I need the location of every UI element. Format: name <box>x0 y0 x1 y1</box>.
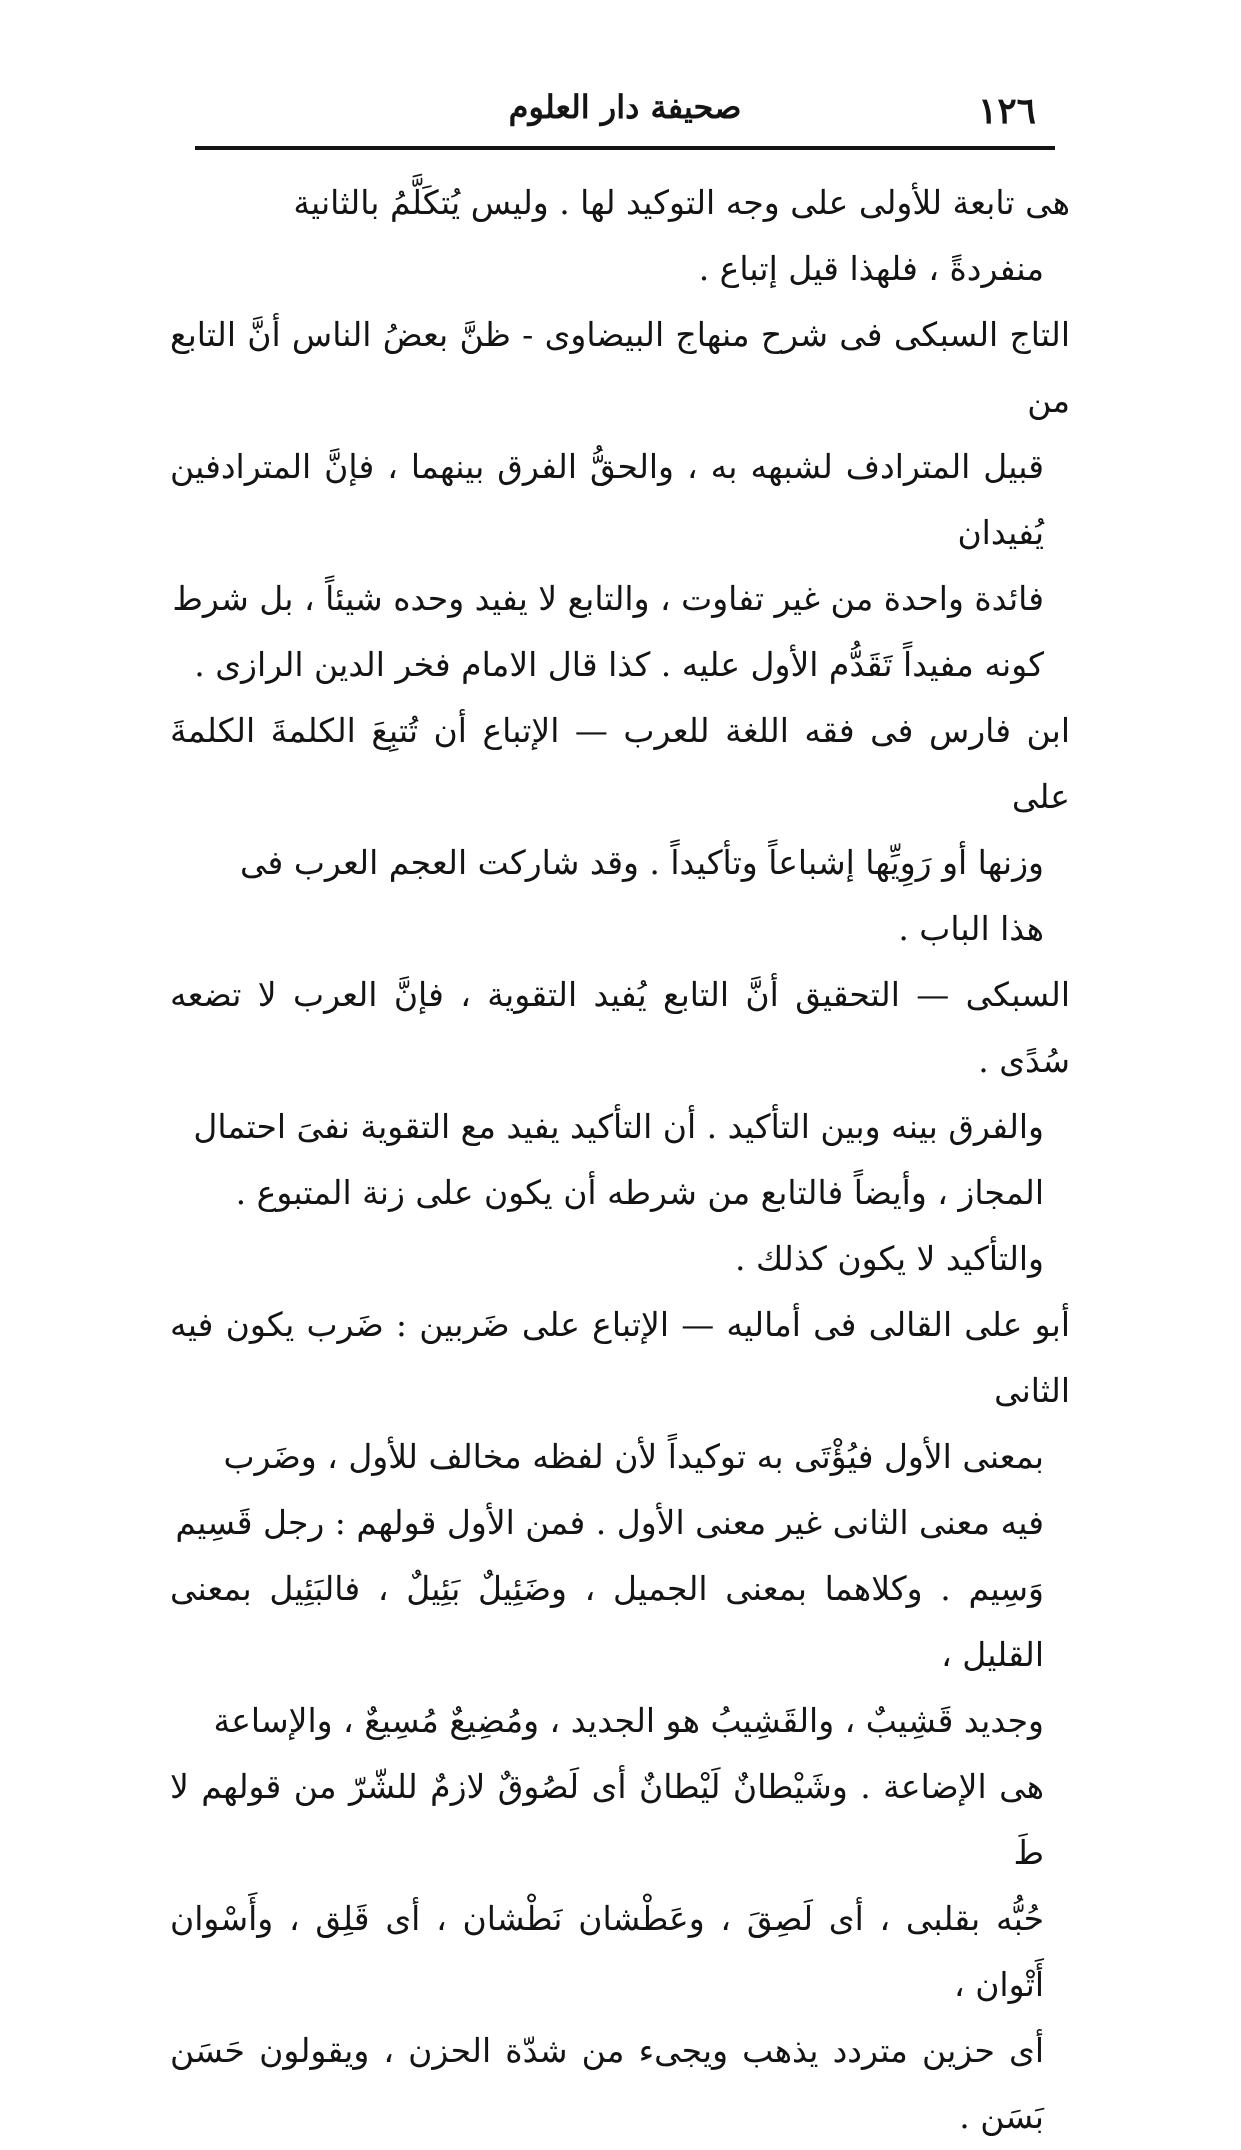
text-line: قبيل المترادف لشبهه به ، والحقُّ الفرق بينهما ، فإنَّ المترادفين يُفيدان <box>170 447 1044 552</box>
text-line: والفرق بينه وبين التأكيد . أن التأكيد يفيد مع التقوية نفىَ احتمال <box>193 1107 1044 1146</box>
text-line: فائدة واحدة من غير تفاوت ، والتابع لا يفيد وحده شيئاً ، بل شرط <box>172 579 1044 618</box>
text-line: أى حزين متردد يذهب ويجىء من شدّة الحزن ، ويقولون حَسَن بَسَن . <box>170 2031 1044 2136</box>
text-line: السبكى — التحقيق أنَّ التابع يُفيد التقوية ، فإنَّ العرب لا تضعه سُدًى . <box>170 975 1070 1080</box>
text-line: منفردةً ، فلهذا قيل إتباع . <box>698 249 1044 288</box>
page-header <box>190 80 1060 140</box>
text-line: أبو على القالى فى أماليه — الإتباع على ضَربين : ضَرب يكون فيه الثانى <box>170 1305 1070 1410</box>
header-rule <box>195 146 1055 150</box>
text-line: وزنها أو رَوِيِّها إشباعاً وتأكيداً . وقد شاركت العجم العرب فى <box>240 843 1044 882</box>
text-line: حُبُّه بقلبى ، أى لَصِقَ ، وعَطْشان نَطْشان ، أى قَلِق ، وأَسْوان أَتْوان ، <box>170 1899 1044 2004</box>
text-line: التاج السبكى فى شرح منهاج البيضاوى - ظنَّ بعضُ الناس أنَّ التابع من <box>170 315 1070 420</box>
text-line: هى الإضاعة . وشَيْطانٌ لَيْطانٌ أى لَصُوقٌ لازمٌ للشّرّ من قولهم لا طَ <box>170 1767 1044 1872</box>
text-line: كونه مفيداً تَقَدُّم الأول عليه . كذا قال الامام فخر الدين الرازى . <box>194 645 1044 684</box>
body-text <box>170 170 1070 2150</box>
paragraph-3 <box>170 698 1070 962</box>
text-line: وجديد قَشِيبٌ ، والقَشِيبُ هو الجديد ، ومُضِيعٌ مُسِيعٌ ، والإساعة <box>213 1701 1044 1740</box>
text-line: هذا الباب . <box>898 909 1044 948</box>
text-line: هى تابعة للأولى على وجه التوكيد لها . وليس يُتكَلَّمُ بالثانية <box>293 183 1070 222</box>
paragraph-1 <box>170 170 1070 302</box>
text-line: فيه معنى الثانى غير معنى الأول . فمن الأول قولهم : رجل قَسِيم <box>175 1503 1044 1542</box>
text-line: المجاز ، وأيضاً فالتابع من شرطه أن يكون على زنة المتبوع . <box>235 1173 1044 1212</box>
paragraph-4 <box>170 962 1070 1292</box>
text-line: بمعنى الأول فيُؤْتَى به توكيداً لأن لفظه مخالف للأول ، وضَرب <box>223 1437 1044 1476</box>
paragraph-5 <box>170 1292 1070 2150</box>
text-line: ابن فارس فى فقه اللغة للعرب — الإتباع أن تُتبِعَ الكلمةَ الكلمةَ على <box>170 711 1070 816</box>
paragraph-2 <box>170 302 1070 698</box>
text-line: والتأكيد لا يكون كذلك . <box>734 1239 1044 1278</box>
running-title: صحيفة دار العلوم <box>508 88 742 126</box>
page-number: ١٢٦ <box>977 90 1036 132</box>
text-line: وَسِيم . وكلاهما بمعنى الجميل ، وضَئِيلٌ بَئِيلٌ ، فالبَئِيل بمعنى القليل ، <box>170 1569 1044 1674</box>
